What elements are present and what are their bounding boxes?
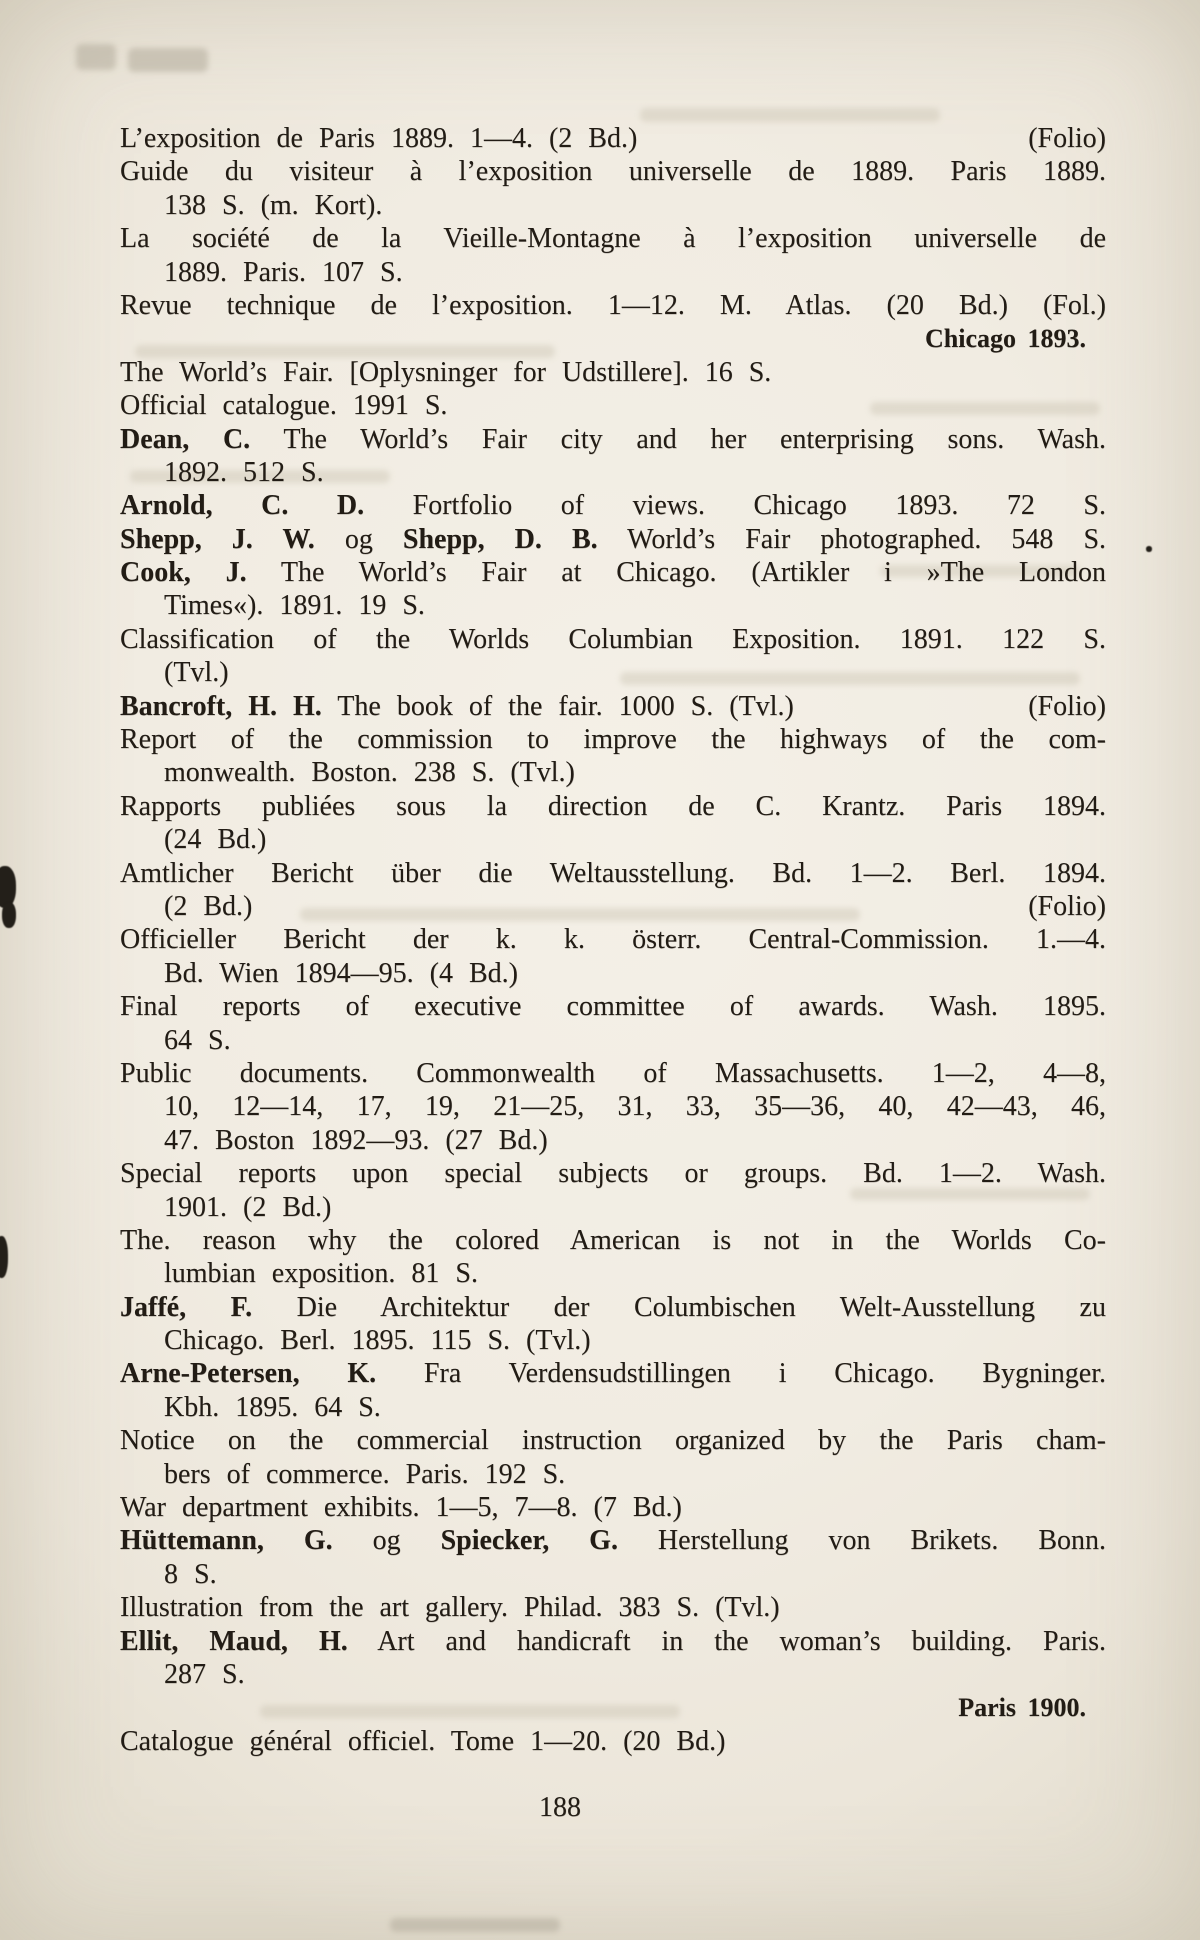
catalog-line: lumbian exposition. 81 S. [164, 1258, 478, 1290]
catalog-line: Guide du visiteur à l’exposition universelle de 1889. Paris 1889. [120, 156, 1106, 188]
format-note: (Folio) [1028, 890, 1106, 922]
catalog-line: monwealth. Boston. 238 S. (Tvl.) [164, 757, 575, 789]
catalog-line: Public documents. Commonwealth of Massachusetts. 1—2, 4—8, [120, 1057, 1106, 1089]
section-heading: Paris 1900. [958, 1693, 1086, 1723]
catalog-line: 287 S. [164, 1658, 245, 1690]
catalog-line: Cook, J. The World’s Fair at Chicago. (Artikler i »The London [120, 557, 1106, 589]
catalog-line: (Tvl.) [164, 657, 229, 689]
catalog-line: Times«). 1891. 19 S. [164, 590, 425, 622]
catalog-line: Amtlicher Bericht über die Weltausstellung. Bd. 1—2. Berl. 1894. [120, 857, 1106, 889]
catalog-line: Bancroft, H. H. The book of the fair. 1000 S. (Tvl.) (Folio) [120, 690, 1106, 722]
catalog-line: 1901. (2 Bd.) [164, 1191, 332, 1223]
catalog-line: 64 S. [164, 1024, 231, 1056]
ink-blot [2, 902, 16, 928]
catalog-line: Illustration from the art gallery. Philad. 383 S. (Tvl.) [120, 1592, 780, 1624]
catalog-line: Classification of the Worlds Columbian Exposition. 1891. 122 S. [120, 623, 1106, 655]
catalog-line: 1889. Paris. 107 S. [164, 256, 403, 288]
catalog-line: Rapports publiées sous la direction de C. Krantz. Paris 1894. [120, 790, 1106, 822]
ink-speck [1146, 546, 1152, 552]
catalog-line: The World’s Fair. [Oplysninger for Udstillere]. 16 S. [120, 356, 772, 388]
catalog-line: Revue technique de l’exposition. 1—12. M. Atlas. (20 Bd.) (Fol.) [120, 289, 1106, 321]
catalog-line: 10, 12—14, 17, 19, 21—25, 31, 33, 35—36, 40, 42—43, 46, [164, 1091, 1106, 1123]
bleedthrough-stamp [76, 44, 116, 70]
catalog-line: Special reports upon special subjects or groups. Bd. 1—2. Wash. [120, 1158, 1106, 1190]
catalog-line: L’exposition de Paris 1889. 1—4. (2 Bd.) (Folio) [120, 123, 1106, 154]
catalog-line: 1892. 512 S. [164, 456, 324, 488]
catalog-line: Bd. Wien 1894—95. (4 Bd.) [164, 957, 519, 989]
bleedthrough-stamp [128, 48, 208, 72]
catalog-line: Report of the commission to improve the highways of the com- [120, 724, 1106, 756]
catalog-line: Kbh. 1895. 64 S. [164, 1391, 381, 1423]
catalog-line: La société de la Vieille-Montagne à l’exposition universelle de [120, 223, 1106, 255]
catalog-line: Hüttemann, G. og Spiecker, G. Herstellung von Brikets. Bonn. [120, 1525, 1106, 1557]
catalog-line: Jaffé, F. Die Architektur der Columbischen Welt-Ausstellung zu [120, 1291, 1106, 1323]
catalog-line: (24 Bd.) [164, 824, 267, 856]
catalog-line: Final reports of executive committee of awards. Wash. 1895. [120, 991, 1106, 1023]
format-note: (Folio) [1028, 690, 1106, 722]
catalog-line: Shepp, J. W. og Shepp, D. B. World’s Fair photographed. 548 S. [120, 523, 1106, 555]
catalog-line: The. reason why the colored American is not in the Worlds Co- [120, 1224, 1106, 1256]
catalog-line: War department exhibits. 1—5, 7—8. (7 Bd.) [120, 1492, 682, 1524]
catalog-line: 138 S. (m. Kort). [164, 189, 383, 221]
catalog-line: Ellit, Maud, H. Art and handicraft in the woman’s building. Paris. [120, 1625, 1106, 1657]
catalog-line: Notice on the commercial instruction organized by the Paris cham- [120, 1425, 1106, 1457]
bleedthrough-artifact [640, 108, 940, 122]
section-heading: Chicago 1893. [925, 324, 1086, 354]
format-note: (Folio) [1028, 123, 1106, 154]
ink-blot [0, 1236, 8, 1278]
catalog-line: Officieller Bericht der k. k. österr. Central-Commission. 1.—4. [120, 924, 1106, 956]
catalog-line: Official catalogue. 1991 S. [120, 390, 448, 422]
catalog-line: (2 Bd.) (Folio) [164, 890, 1106, 922]
catalog-line: Dean, C. The World’s Fair city and her enterprising sons. Wash. [120, 423, 1106, 455]
catalog-line: 8 S. [164, 1558, 217, 1590]
catalog-line: Catalogue général officiel. Tome 1—20. (20 Bd.) [120, 1725, 726, 1757]
catalog-line: bers of commerce. Paris. 192 S. [164, 1458, 566, 1490]
page-number: 188 [539, 1792, 581, 1823]
catalog-line: Chicago. Berl. 1895. 115 S. (Tvl.) [164, 1325, 591, 1357]
catalog-text-block [120, 122, 1106, 1758]
scan-edge-smudge [390, 1918, 560, 1932]
catalog-line: Arnold, C. D. Fortfolio of views. Chicago 1893. 72 S. [120, 490, 1106, 522]
catalog-line: 47. Boston 1892—93. (27 Bd.) [164, 1124, 548, 1156]
catalog-line: Arne-Petersen, K. Fra Verdensudstillingen i Chicago. Bygninger. [120, 1358, 1106, 1390]
